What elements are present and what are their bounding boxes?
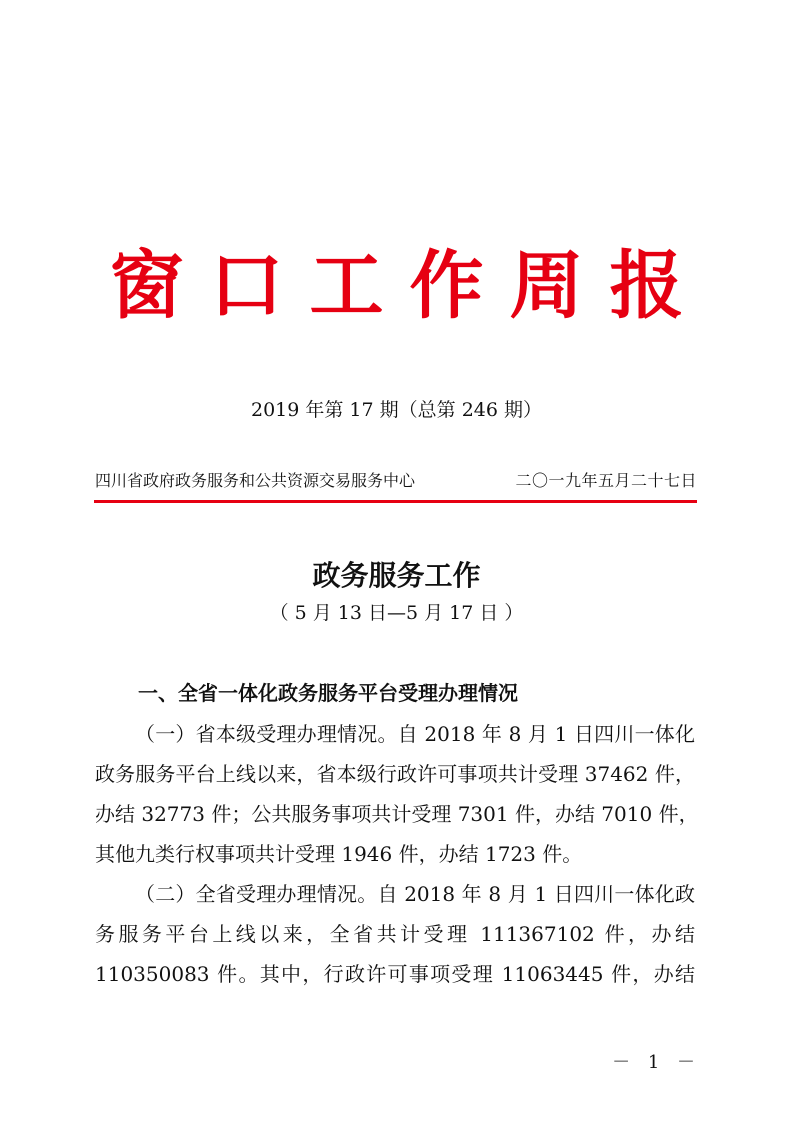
paragraph-line: 110350083 件。其中，行政许可事项受理 11063445 件，办结 bbox=[95, 962, 695, 986]
paragraph-line: 办结 32773 件；公共服务事项共计受理 7301 件，办结 7010 件， bbox=[95, 802, 699, 826]
paragraph-line: （一）省本级受理办理情况。自 2018 年 8 月 1 日四川一体化 bbox=[135, 722, 695, 746]
paragraph-line: （二）全省受理办理情况。自 2018 年 8 月 1 日四川一体化政 bbox=[135, 882, 695, 906]
paragraph-province-wide bbox=[95, 874, 695, 994]
section-date-range: （ 5 月 13 日—5 月 17 日 ） bbox=[269, 602, 524, 624]
issue-date: 二〇一九年五月二十七日 bbox=[515, 471, 697, 490]
paragraph-provincial-level bbox=[95, 714, 699, 874]
issue-number: 2019 年第 17 期（总第 246 期） bbox=[251, 399, 542, 421]
heading-level-1: 一、全省一体化政务服务平台受理办理情况 bbox=[138, 681, 518, 705]
masthead-title: 窗口工作周报 bbox=[109, 243, 710, 329]
page-number: － 1 － bbox=[612, 1052, 701, 1073]
section-title: 政务服务工作 bbox=[312, 559, 481, 592]
paragraph-line: 其他九类行权事项共计受理 1946 件，办结 1723 件。 bbox=[95, 842, 583, 866]
issuing-organization: 四川省政府政务服务和公共资源交易服务中心 bbox=[95, 471, 416, 490]
paragraph-line: 务服务平台上线以来，全省共计受理 111367102 件，办结 bbox=[95, 922, 695, 946]
header-divider bbox=[94, 500, 697, 503]
paragraph-line: 政务服务平台上线以来，省本级行政许可事项共计受理 37462 件， bbox=[95, 762, 695, 786]
